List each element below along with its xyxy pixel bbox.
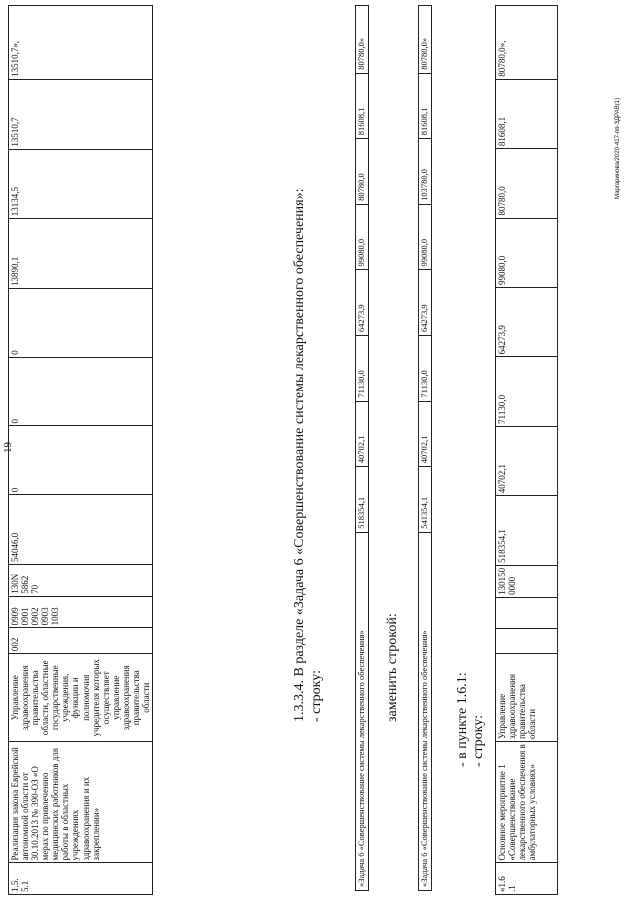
strip-new-v3: 71130,0 [419,336,432,402]
strip-new-v5: 99080,0 [419,204,432,270]
cell-csr: 130N 5862 70 [9,564,153,596]
cell-num: 1.5. 5.1 [9,863,153,895]
table-row [356,6,369,891]
strip-old-v4: 64273,9 [356,270,369,336]
cell-y4: 13890,1 [9,219,153,289]
table-row [9,6,153,895]
cell-grbs: 002 [9,628,153,654]
cell-y7: 13510,7», [9,6,153,80]
dash-line-1: - строку: [309,670,324,722]
cell-name: Реализация закона Еврейской автономной области от 30.10.2013 № 390-ОЗ «О мерах по привлечению медицинских работников для работы в областных учреждениях здравоохранения и их закреплении» [9,742,153,863]
cell-y3: 0 [9,288,153,357]
cell-y3: 64273,9 [496,287,558,356]
footer-code: Маргаринова/2020-417-пп-ЗДРАВ(1) [615,97,621,199]
page-number: 19 [2,442,14,453]
strip-old-v8: 80780,0» [356,6,369,74]
strip-new-v2: 40702,1 [419,401,432,467]
section-heading: 1.3.3.4. В разделе «Задача 6 «Совершенствование системы лекарственного обеспечения»: [292,188,307,722]
cell-y1: 40702,1 [496,426,558,495]
strip-old-v5: 99080,0 [356,204,369,270]
table-row-1-6-1 [495,5,558,895]
cell-total: 518354,1 [496,496,558,566]
strip-old-label: «Задача 6 «Совершенствование системы лекарственного обеспечения» [356,532,369,890]
cell-csr: 130150 0000 [496,565,558,597]
strip-old-v2: 40702,1 [356,401,369,467]
cell-y5: 13134,5 [9,149,153,219]
table-row-1-5-5-1 [8,5,153,895]
cell-rzpr [496,597,558,628]
cell-executor: Управление здравоохранения правительства области, областные государственные учреждения, функции и полномочия учредителя которых осуществляет управление здравоохранения правительства области [9,654,153,742]
cell-y2: 71130,0 [496,357,558,426]
cell-grbs [496,628,558,653]
cell-y6: 13510,7 [9,79,153,149]
cell-num: «1.6 .1 [496,863,558,895]
cell-y5: 80780,0 [496,149,558,218]
cell-total: 54046,0 [9,495,153,565]
replace-line: заменить строкой: [385,613,400,722]
strip-old-v6: 80780,0 [356,139,369,205]
cell-y6: 81608,1 [496,79,558,148]
cell-y1: 0 [9,426,153,495]
cell-y7: 80780,0», [496,6,558,80]
strip-new-v7: 81608,1 [419,73,432,139]
dash-line-2: - строку: [471,715,486,767]
cell-executor: Управление здравоохранения правительства области [496,653,558,741]
task-6-old-row [355,5,369,891]
strip-old-v7: 81608,1 [356,73,369,139]
strip-new-v4: 64273,9 [419,270,432,336]
task-6-new-row [418,5,432,891]
cell-rzpr: 0909 0901 0902 0903 1003 [9,596,153,628]
strip-new-v1: 541354,1 [419,467,432,533]
strip-new-v8: 80780,0» [419,6,432,74]
cell-name: Основное мероприятие 1 «Совершенствование лекарственного обеспечения в амбулаторных условиях» [496,742,558,863]
strip-new-v6: 103780,0 [419,139,432,205]
item-line: - в пункте 1.6.1: [455,672,470,767]
cell-y4: 99080,0 [496,218,558,287]
strip-new-label: «Задача 6 «Совершенствование системы лекарственного обеспечения» [419,532,432,890]
cell-y2: 0 [9,357,153,426]
table-row [419,6,432,891]
strip-old-v3: 71130,0 [356,336,369,402]
strip-old-v1: 518354,1 [356,467,369,533]
table-row [496,6,558,895]
